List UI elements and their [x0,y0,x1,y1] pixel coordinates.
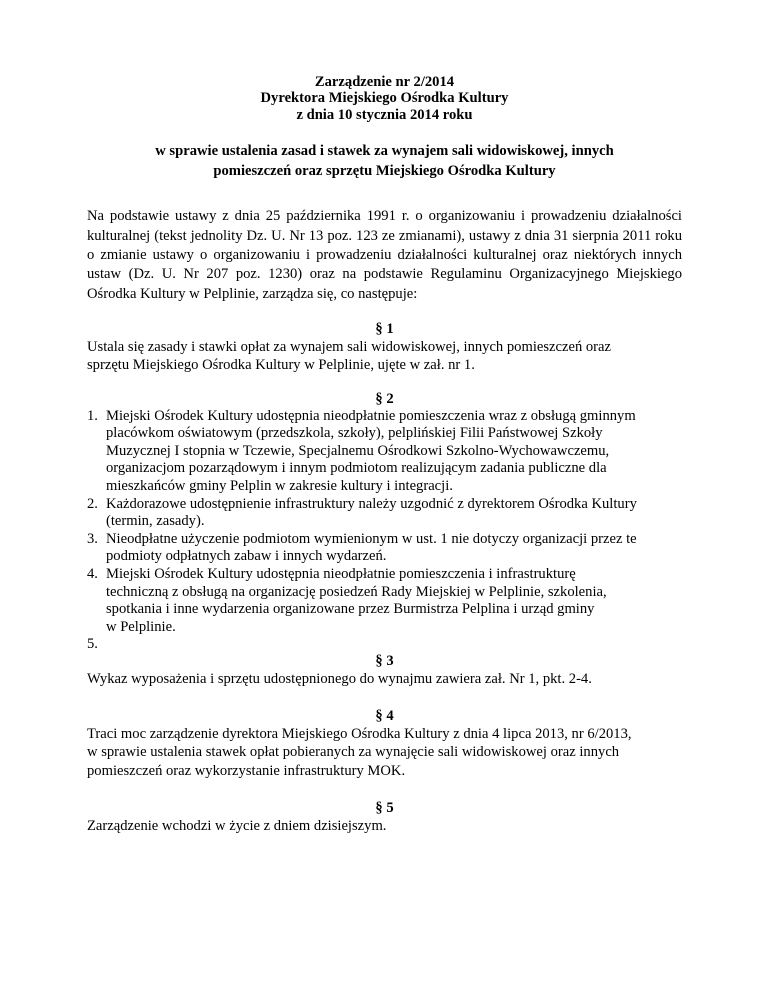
header-title: Zarządzenie nr 2/2014 [314,74,455,90]
list-item-line: organizacjom pozarządowym i innym podmiotom realizującym zadania publiczne dla [106,460,607,477]
list-item-number: 2. [87,495,98,512]
preamble-paragraph: Na podstawie ustawy z dnia 25 października 1991 r. o organizowaniu i prowadzeniu działalności kulturalnej (tekst jednolity Dz. U. Nr 13 poz. 123 ze zmianami), ustawy z dnia 31 sierpnia 2011 roku o zmianie ustawy o organizowaniu i prowadzeniu działalności kulturalnej oraz niektórych innych ustaw (Dz. U. Nr 207 poz. 1230) oraz na podstawie Regulaminu Organizacyjnego Miejskiego Ośrodka Kultury w Pelplinie, zarządza się, co następuje: [87,208,682,302]
list-item-number: 3. [87,530,98,547]
section-text-line: Ustala się zasady i stawki opłat za wynajem sali widowiskowej, innych pomieszczeń oraz [87,339,611,356]
document-page [87,74,682,835]
list-item-number: 1. [87,407,98,424]
header-issuer: Dyrektora Miejskiego Ośrodka Kultury [260,90,509,107]
section-2 [87,390,682,654]
list-item-line: placówkom oświatowym (przedszkola, szkoły), pelplińskiej Filii Państwowej Szkoły [106,425,603,442]
section-mark: § 4 [375,708,394,725]
list-item-number: 5. [87,636,98,653]
points-list [87,408,682,654]
section-mark: § 2 [375,390,394,407]
list-item-line: Każdorazowe udostępnienie infrastruktury należy uzgodnić z dyrektorem Ośrodka Kultury [106,495,637,512]
document-subject [87,141,682,181]
section-text-line: Traci moc zarządzenie dyrektora Miejskiego Ośrodka Kultury z dnia 4 lipca 2013, nr 6/2013, [87,726,632,743]
section-3 [87,652,682,688]
list-item-line: w Pelplinie. [106,618,176,635]
section-text-line: pomieszczeń oraz wykorzystanie infrastruktury MOK. [87,762,406,779]
header-date: z dnia 10 stycznia 2014 roku [296,106,473,123]
list-item-line: Miejski Ośrodek Kultury udostępnia nieodpłatnie pomieszczenia wraz z obsługą gminnym [106,407,636,424]
list-item [87,566,682,636]
subject-line: w sprawie ustalenia zasad i stawek za wynajem sali widowiskowej, innych [155,143,614,160]
section-text-line: Zarządzenie wchodzi w życie z dniem dzisiejszym. [87,817,387,834]
list-item-line: (termin, zasady). [106,513,205,530]
section-mark: § 1 [375,321,394,338]
section-4 [87,707,682,780]
list-item-number: 4. [87,566,98,582]
section-5 [87,799,682,835]
list-item-line: techniczną z obsługą na organizację posiedzeń Rady Miejskiej w Pelplinie, szkolenia, [106,583,607,600]
document-header [87,74,682,123]
list-item [87,496,682,531]
section-text-line: w sprawie ustalenia stawek opłat pobieranych za wynajęcie sali widowiskowej oraz innych [87,744,620,761]
list-item-line: spotkania i inne wydarzenia organizowane przez Burmistrza Pelplina i urząd gminy [106,601,595,618]
list-item-line: Muzycznej I stopnia w Tczewie, Specjalnemu Ośrodkowi Szkolno-Wychowawczemu, [106,442,610,459]
list-item [87,636,682,654]
list-item-line: Miejski Ośrodek Kultury udostępnia nieodpłatnie pomieszczenia i infrastrukturę [106,566,576,582]
section-1 [87,320,682,374]
list-item [87,408,682,496]
section-mark: § 5 [375,799,394,816]
list-item-line: Nieodpłatne użyczenie podmiotom wymienionym w ust. 1 nie dotyczy organizacji przez te [106,530,637,547]
list-item-line: podmioty odpłatnych zabaw i innych wydarzeń. [106,548,387,565]
list-item-line: mieszkańców gminy Pelplin w zakresie kultury i integracji. [106,478,453,495]
section-text-line: sprzętu Miejskiego Ośrodka Kultury w Pelplinie, ujęte w zał. nr 1. [87,357,475,374]
section-mark: § 3 [375,652,394,669]
section-text-line: Wykaz wyposażenia i sprzętu udostępnionego do wynajmu zawiera zał. Nr 1, pkt. 2-4. [87,670,592,687]
subject-line: pomieszczeń oraz sprzętu Miejskiego Ośrodka Kultury [213,163,556,180]
list-item [87,531,682,566]
